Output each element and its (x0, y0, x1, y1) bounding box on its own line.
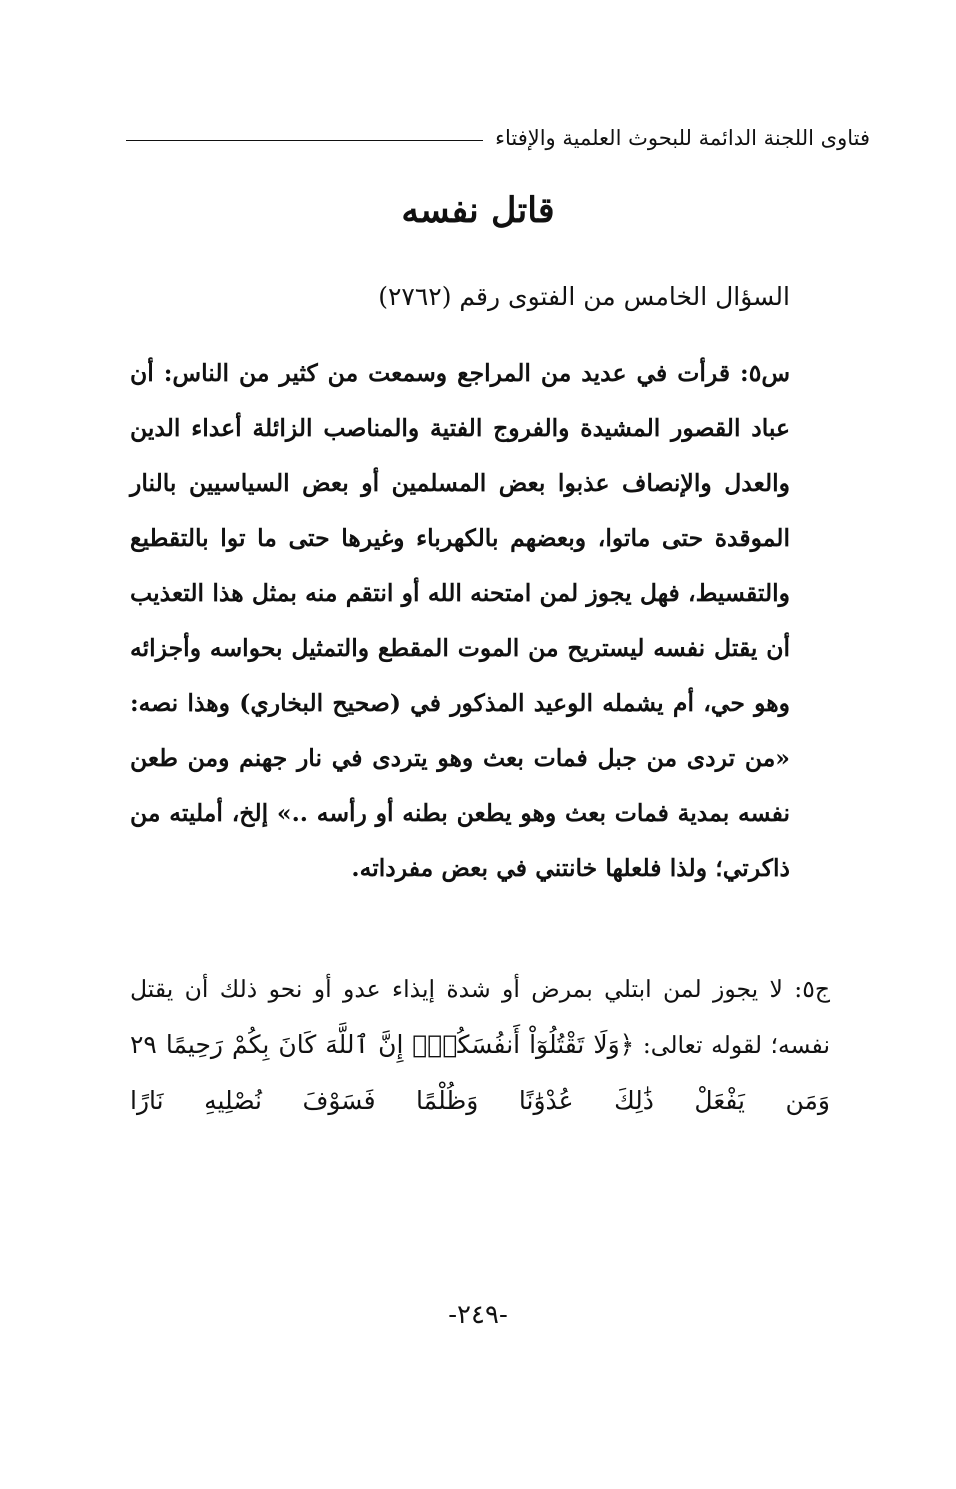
section-title: قاتل نفسه (401, 190, 555, 231)
fatwa-reference: السؤال الخامس من الفتوى رقم (٢٧٦٢) (378, 282, 790, 311)
running-header (126, 118, 870, 158)
question-paragraph: س٥: قرأت في عديد من المراجع وسمعت من كثير من الناس: أن عباد القصور المشيدة والفروج الفتية والمناصب الزائلة أعداء الدين والعدل والإنصاف عذبوا بعض المسلمين أو بعض السياسيين بالنار الموقدة حتى ماتوا، وبعضهم بالكهرباء وغيرها حتى ما توا بالتقطيع والتقسيط، فهل يجوز لمن امتحنه الله أو انتقم منه بمثل هذا التعذيب أن يقتل نفسه ليستريح من الموت المقطع والتمثيل بحواسه وأجزائه وهو حي، أم يشمله الوعيد المذكور في (صحيح البخاري) وهذا نصه: «من تردى من جبل فمات بعث وهو يتردى في نار جهنم ومن طعن نفسه بمدية فمات بعث وهو يطعن بطنه أو رأسه ..» إلخ، أمليته من ذاكرتي؛ ولذا فلعلها خانتني في بعض مفرداته. (130, 359, 790, 882)
page-number: -٢٤٩- (448, 1300, 508, 1330)
answer-text: ج٥: لا يجوز لمن ابتلي بمرض أو شدة إيذاء عدو أو نحو ذلك أن يقتل نفسه؛ لقوله تعالى: (130, 975, 830, 1059)
book-title: فتاوى اللجنة الدائمة للبحوث العلمية والإفتاء (495, 126, 870, 150)
header-rule (126, 140, 483, 141)
quran-verse: ﴿وَلَا تَقْتُلُوٓاْ أَنفُسَكُمْۚ إِنَّ ٱللَّهَ كَانَ بِكُمْ رَحِيمًا ٢٩ وَمَن يَفْعَلْ ذَٰلِكَ عُدْوَٰنًا وَظُلْمًا فَسَوْفَ نُصْلِيهِ نَارًا (130, 1030, 830, 1115)
answer-paragraph (130, 962, 830, 1129)
